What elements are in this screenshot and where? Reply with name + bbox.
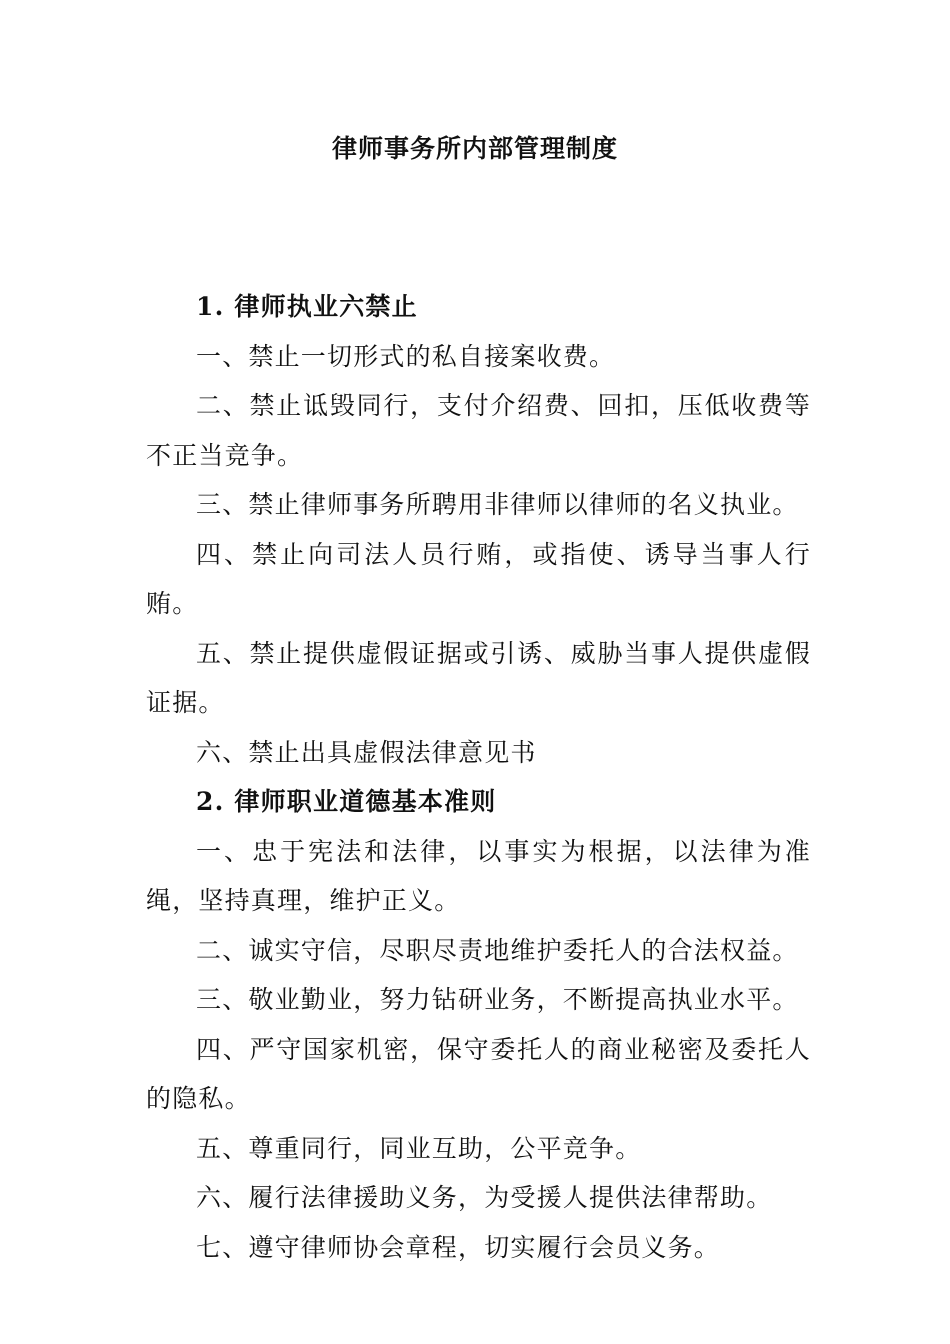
list-item: 五、尊重同行，同业互助，公平竞争。 <box>196 1133 642 1163</box>
list-item: 三、禁止律师事务所聘用非律师以律师的名义执业。 <box>196 490 799 519</box>
document-title: 律师事务所内部管理制度 <box>331 134 618 163</box>
list-item: 四、严守国家机密，保守委托人的商业秘密及委托人的隐私。 <box>146 1034 811 1113</box>
section-heading: 2. 律师职业道德基本准则 <box>196 787 497 816</box>
list-item: 六、履行法律援助义务，为受援人提供法律帮助。 <box>196 1183 773 1212</box>
list-item: 五、禁止提供虚假证据或引诱、威胁当事人提供虚假证据。 <box>146 638 811 717</box>
list-item: 一、忠于宪法和法律，以事实为根据，以法律为准绳，坚持真理，维护正义。 <box>146 836 811 915</box>
list-item: 七、遵守律师协会章程，切实履行会员义务。 <box>196 1232 721 1262</box>
document-body <box>146 282 811 1272</box>
list-item: 四、禁止向司法人员行贿，或指使、诱导当事人行贿。 <box>146 539 811 618</box>
list-item: 六、禁止出具虚假法律意见书 <box>196 737 537 767</box>
list-item: 二、禁止诋毁同行，支付介绍费、回扣，压低收费等不正当竞争。 <box>146 391 811 470</box>
list-item: 二、诚实守信，尽职尽责地维护委托人的合法权益。 <box>196 935 799 965</box>
list-item: 三、敬业勤业，努力钻研业务，不断提高执业水平。 <box>196 985 799 1014</box>
section-heading: 1. 律师执业六禁止 <box>196 292 418 321</box>
list-item: 一、禁止一切形式的私自接案收费。 <box>196 341 616 371</box>
